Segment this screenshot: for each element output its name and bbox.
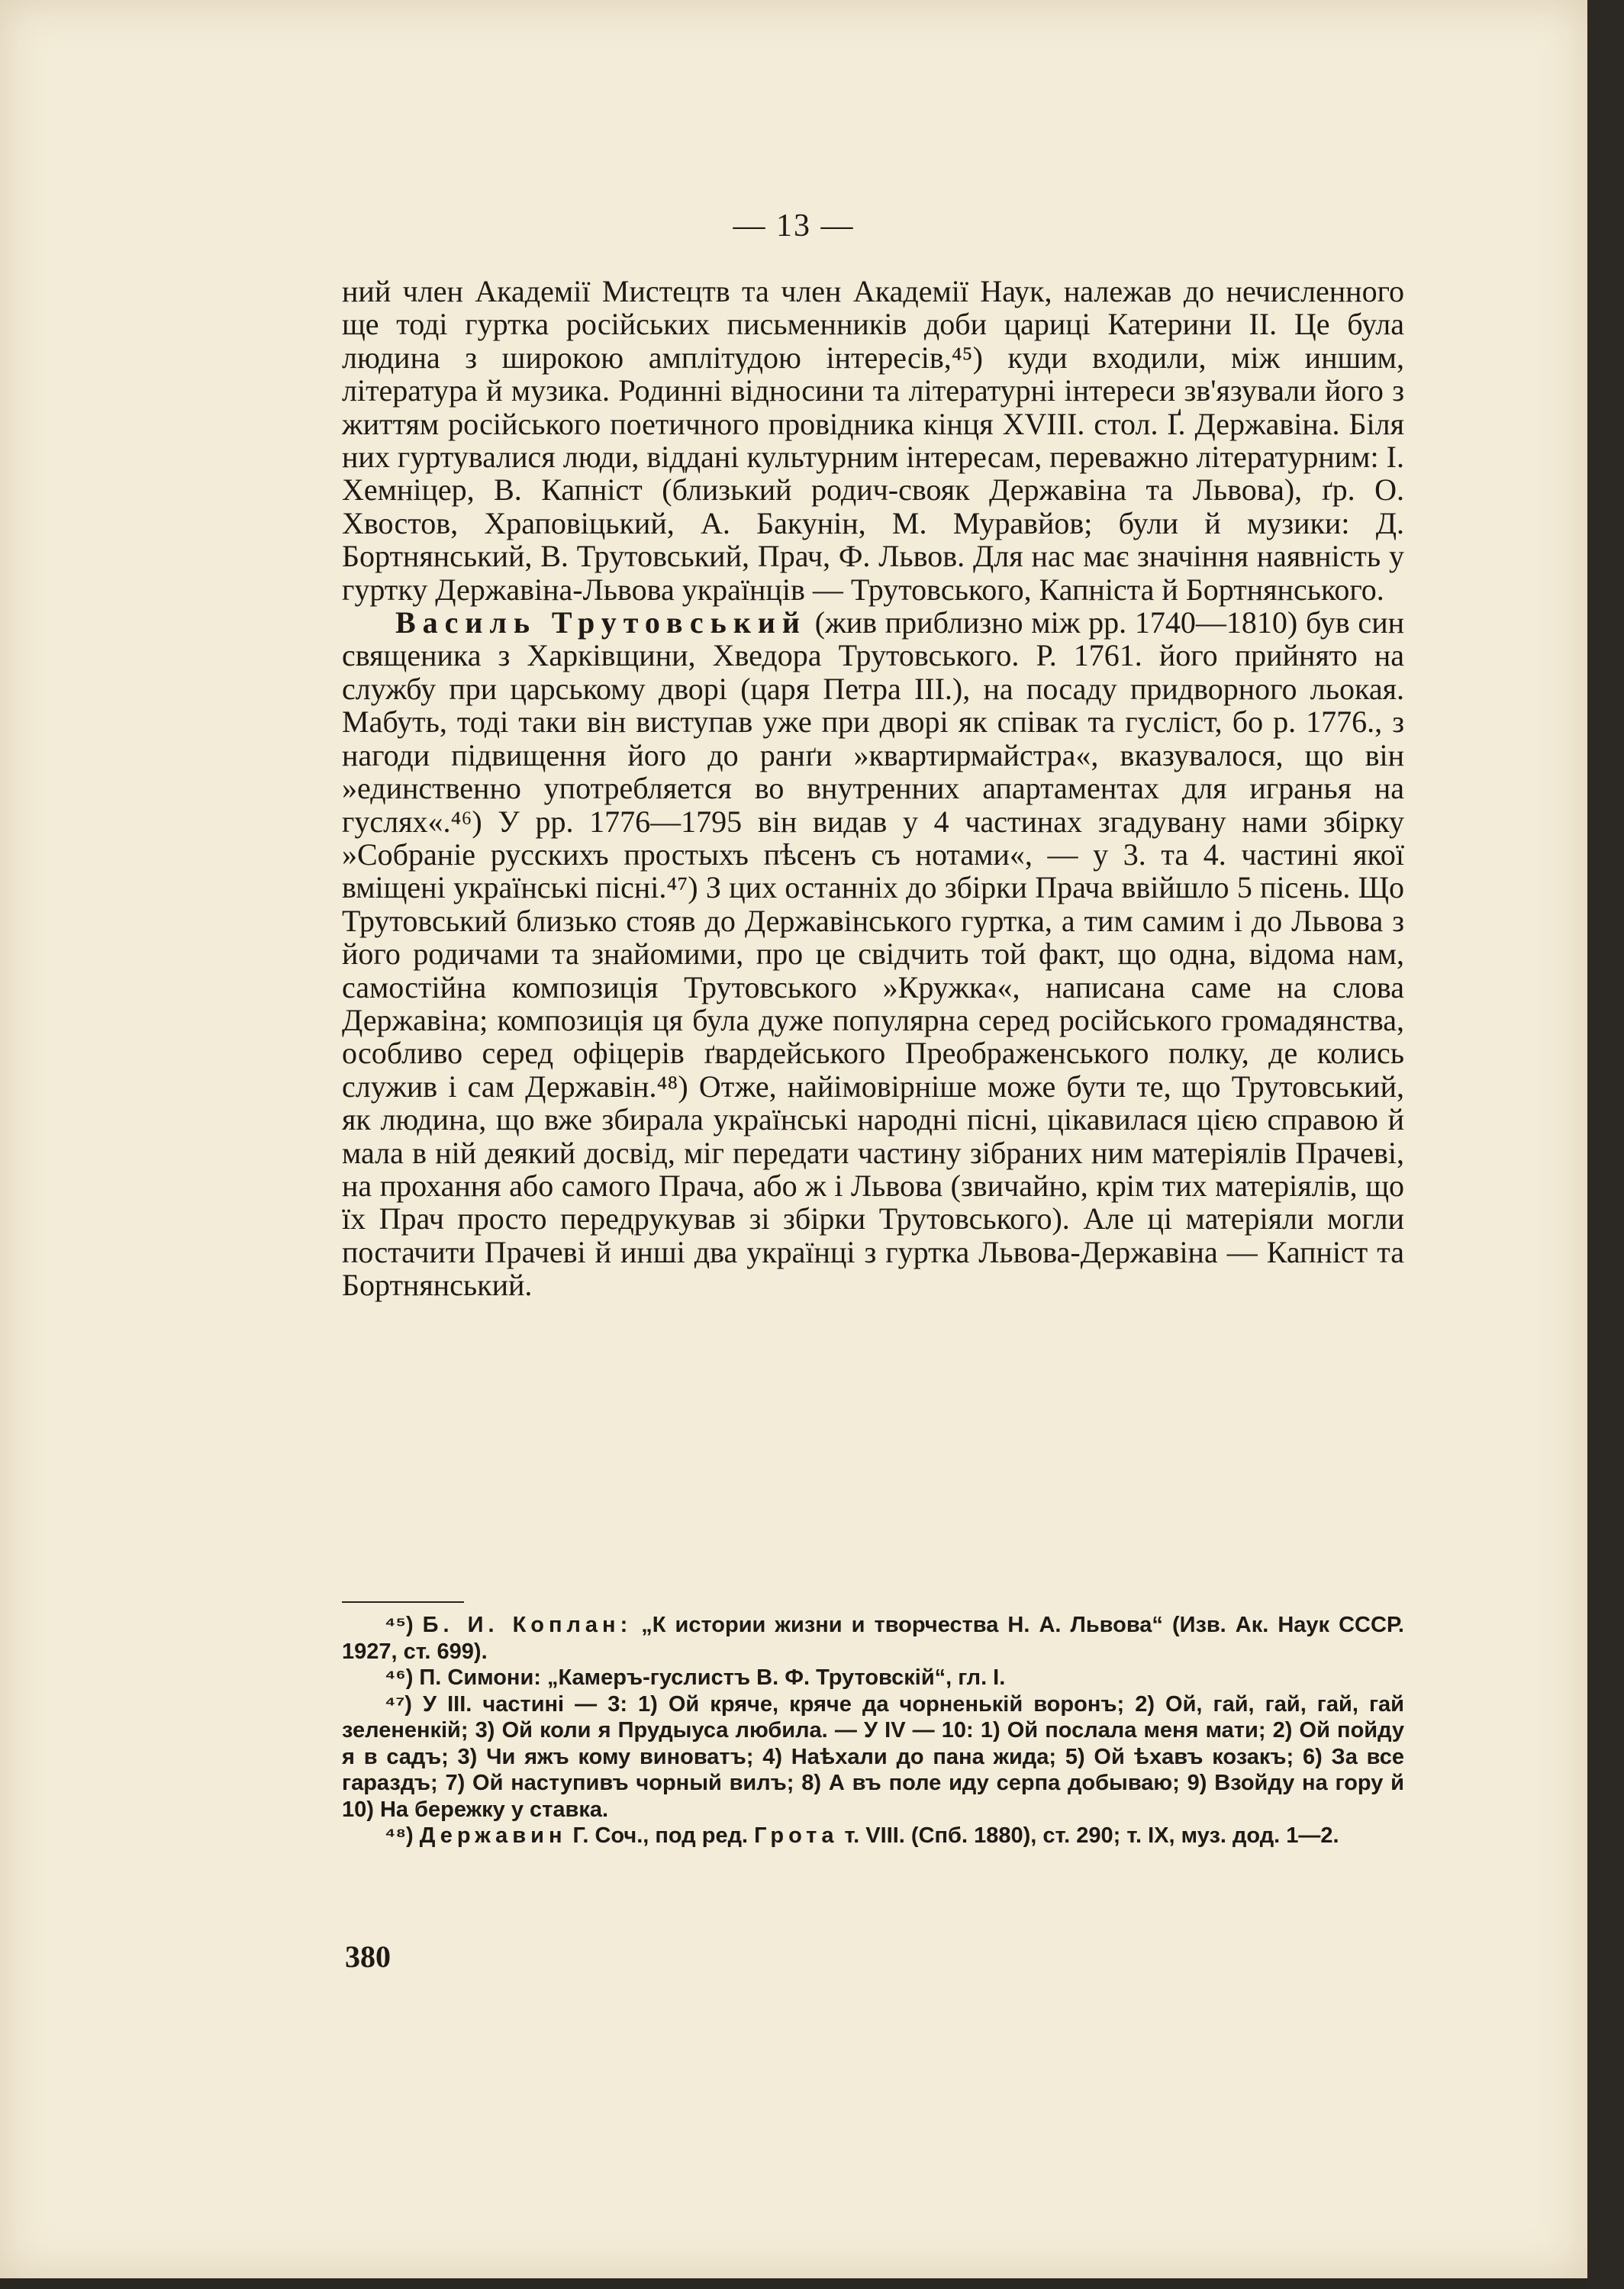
main-text (342, 275, 1404, 1302)
paragraph-trutovsky (342, 606, 1404, 1302)
footnote-text: т. VIII. (Спб. 1880), ст. 290; т. IX, муз. дод. 1—2. (838, 1823, 1339, 1848)
footnote-46 (342, 1665, 1404, 1691)
footnote-48 (342, 1823, 1404, 1849)
scan-edge (1587, 0, 1624, 2289)
paragraph-trutovsky-text: (жив приблизно між рр. 1740—1810) був син священика з Харківщини, Хведора Трутовського. Р. 1761. його прийнято на службу при царському дворі (царя Петра III.), на посаду придворного льокая. Мабуть, тоді таки він виступав уже при дворі як співак та гусліст, бо р. 1776., з нагоди підвищення його до ранґи »квартирмайстра«, вказувалося, що він »единственно употребляется во внутренних апартаментах для игранья на гуслях«.⁴⁶) У рр. 1776—1795 він видав у 4 частинах згадувану нами збірку »Собраніе русскихъ простыхъ пѣсенъ съ нотами«, — у 3. та 4. частині якої вміщені українські пісні.⁴⁷) З цих останніх до збірки Прача ввійшло 5 пісень. Що Трутовський близько стояв до Державінського гуртка, а тим самим і до Львова з його родичами та знайомими, про це свідчить той факт, що одна, відома нам, самостійна композиція Трутовського »Кружка«, написана саме на слова Державіна; композиція ця була дуже популярна серед російського громадянства, особливо серед офіцерів ґвардейського Преображенського полку, де колись служив і сам Державін.⁴⁸) Отже, найімовірніше може бути те, що Трутовський, як людина, що вже збирала українські народні пісні, цікавилася цією справою й мала в ній деякий досвід, міг передати частину зібраних ним матеріялів Прачеві, на прохання або самого Прача, або ж і Львова (звичайно, крім тих матеріялів, що їх Прач просто передрукував зі збірки Трутовського). Але ці матеріяли могли постачити Прачеві й инші два українці з гуртка Львова-Державіна — Капніст та Бортнянський. (342, 605, 1404, 1303)
sheet-number: 380 (345, 1939, 391, 1974)
footnote-text: У III. частині — 3: 1) Ой кряче, кряче да чорненькій воронъ; 2) Ой, гай, гай, гай, гай зелененкій; 3) Ой коли я Прудыуса любила. — У IV — 10: 1) Ой послала меня мати; 2) Ой пойду я в садъ; 3) Чи яжъ кому виноватъ; 4) Наѣхали до пана жида; 5) Ой ѣхавъ козакъ; 6) За все гараздъ; 7) Ой наступивъ чорный вилъ; 8) А въ поле иду серпа добываю; 9) Взойду на гору й 10) На бережку у ставка. (342, 1691, 1404, 1822)
footnote-text: „К истории жизни и творчества Н. А. Львова“ (Изв. Ак. Наук СССР. 1927, ст. 699). (342, 1613, 1404, 1664)
footnote-47 (342, 1691, 1404, 1823)
footnote-mark: ⁴⁶) (385, 1665, 414, 1690)
person-name-spaced: Василь Трутовський (395, 605, 807, 640)
footnote-editor: Грота (754, 1823, 839, 1848)
footnote-author: Державин (419, 1823, 567, 1848)
footnote-mark: ⁴⁷) (385, 1691, 412, 1717)
footnote-author: Б. И. Коплан: (422, 1613, 633, 1637)
footnote-45 (342, 1612, 1404, 1665)
footnote-separator (342, 1601, 464, 1603)
footnotes (342, 1612, 1404, 1849)
footnote-mark: ⁴⁸) (385, 1823, 414, 1848)
page-number: — 13 — (733, 208, 855, 243)
footnote-text: П. Симони: „Камеръ-гуслистъ В. Ф. Трутовскій“, гл. I. (413, 1665, 1006, 1690)
footnote-text: Г. Соч., под ред. (566, 1823, 755, 1848)
paragraph-continuation: ний член Академії Мистецтв та член Академії Наук, належав до нечисленного ще тоді гуртка російських письменників доби цариці Катерини II. Це була людина з широкою амплітудою інтересів,⁴⁵) куди входили, між иншим, література й музика. Родинні відносини та літературні інтереси зв'язували його з життям російського поетичного провідника кінця XVIII. стол. Ґ. Державіна. Біля них гуртувалися люди, віддані культурним інтересам, переважно літературним: І. Хемніцер, В. Капніст (близький родич-свояк Державіна та Львова), ґр. О. Хвостов, Храповіцький, А. Бакунін, М. Муравйов; були й музики: Д. Бортнянський, В. Трутовський, Прач, Ф. Львов. Для нас має значіння наявність у гуртку Державіна-Львова українців — Трутовського, Капніста й Бортнянського. (342, 274, 1404, 607)
footnote-mark: ⁴⁵) (385, 1613, 414, 1637)
